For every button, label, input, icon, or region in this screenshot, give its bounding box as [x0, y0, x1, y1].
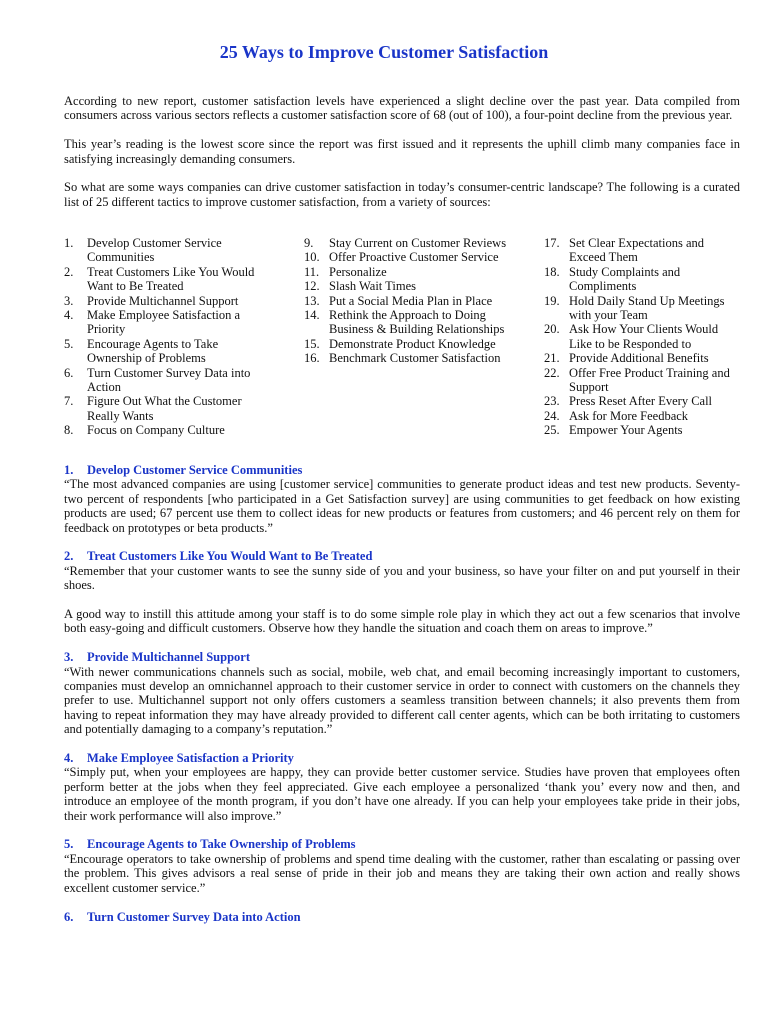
section-heading: [64, 837, 740, 851]
list-item-text: Set Clear Expectations and Exceed Them: [569, 236, 705, 265]
tactic-section: [64, 837, 740, 895]
tactic-section: [64, 751, 740, 823]
list-item: [304, 337, 529, 351]
list-item-number: 21.: [544, 351, 560, 366]
list-item-number: 5.: [64, 336, 74, 351]
tactic-sections: [64, 463, 740, 938]
list-item-number: 10.: [304, 250, 320, 265]
section-heading: [64, 751, 740, 765]
list-item-text: Make Employee Satisfaction a Priority: [87, 308, 241, 337]
list-item-number: 7.: [64, 394, 74, 409]
list-item-text: Treat Customers Like You Would Want to Be Treated: [87, 264, 255, 294]
list-item-number: 14.: [304, 308, 320, 323]
tactics-list-column-2: [304, 236, 529, 366]
list-item-text: Provide Additional Benefits: [569, 351, 709, 366]
section-heading: [64, 549, 740, 563]
list-item-text: Slash Wait Times: [329, 279, 416, 294]
list-item-number: 18.: [544, 264, 560, 279]
section-number: 6.: [64, 909, 74, 924]
list-item: [544, 294, 739, 323]
list-item-text: Turn Customer Survey Data into Action: [87, 365, 251, 395]
list-item-number: 1.: [64, 236, 74, 250]
list-item: [304, 279, 529, 293]
section-heading: [64, 650, 740, 664]
section-title: Make Employee Satisfaction a Priority: [87, 751, 294, 766]
list-item-text: Ask for More Feedback: [569, 408, 689, 423]
list-item-text: Benchmark Customer Satisfaction: [329, 351, 501, 366]
tactic-section: [64, 650, 740, 736]
list-item: [64, 423, 274, 437]
section-title: Treat Customers Like You Would Want to Be Treated: [87, 549, 373, 564]
list-item-text: Stay Current on Customer Reviews: [329, 236, 507, 250]
list-item: [64, 394, 274, 423]
intro-paragraph: According to new report, customer satisfaction levels have experienced a slight decline over the past year. Data compiled from consumers across various sectors reflects a customer satisfaction score of 68 (out of 100), a four-point decline from the previous year.: [64, 94, 740, 123]
section-paragraph: “Simply put, when your employees are happy, they can provide better customer service. Studies have proven that employees often perform better at the jobs when they feel appreciated. Give each employee a personalized ‘thank you’ every now and then, and introduce an employee of the month program, if you don’t have one already. If you can help your employees take pride in their jobs, their work performance will also improve.”: [64, 765, 740, 823]
section-paragraph: “With newer communications channels such as social, mobile, web chat, and email becoming increasingly important to customers, companies must develop an omnichannel approach to their customer service in order to connect with customers on the channels they prefer to use. Multichannel support not only offers customers a seamless transition between channels; it also prevents them from having to repeat information they may have already provided to different call center agents, which can be both irritating to customers and potentially damaging to a company’s reputation.”: [64, 664, 740, 737]
list-item: [304, 250, 529, 264]
section-paragraph: A good way to instill this attitude among your staff is to do some simple role play in which they act out a few scenarios that involve both easy-going and difficult customers. Observe how they handle the situation and coach them on areas to improve.”: [64, 607, 740, 636]
list-item: [544, 409, 739, 423]
intro-section: [64, 94, 740, 224]
list-item: [544, 423, 739, 437]
list-item-text: Demonstrate Product Knowledge: [329, 336, 496, 351]
list-item: [544, 236, 739, 265]
list-item: [304, 351, 529, 365]
tactics-list-column-3: [544, 236, 739, 438]
section-title: Provide Multichannel Support: [87, 650, 250, 665]
intro-paragraph: So what are some ways companies can drive customer satisfaction in today’s consumer-centric landscape? The following is a curated list of 25 different tactics to improve customer satisfaction, from a variety of sources:: [64, 180, 740, 209]
section-paragraph: “Encourage operators to take ownership of problems and spend time dealing with the customer, rather than escalating or passing over the problem. This gives advisors a real sense of pride in their job and means they are taking their own action and really shows excellent customer service.”: [64, 851, 740, 895]
list-item-number: 15.: [304, 336, 320, 351]
list-item-number: 13.: [304, 293, 320, 308]
list-item: [304, 294, 529, 308]
list-item-number: 16.: [304, 351, 320, 366]
list-item: [64, 337, 274, 366]
tactic-section: [64, 549, 740, 635]
list-item-number: 19.: [544, 293, 560, 308]
list-item-number: 17.: [544, 236, 560, 250]
list-item-number: 9.: [304, 236, 314, 250]
list-item-text: Study Complaints and Compliments: [569, 264, 681, 294]
section-number: 2.: [64, 549, 74, 564]
list-item: [304, 236, 529, 250]
list-item: [64, 366, 274, 395]
list-item: [544, 351, 739, 365]
list-item-text: Offer Proactive Customer Service: [329, 250, 499, 265]
list-item-text: Empower Your Agents: [569, 423, 683, 438]
section-heading: [64, 910, 740, 924]
list-item-number: 23.: [544, 394, 560, 409]
list-item-number: 25.: [544, 423, 560, 438]
list-item-number: 22.: [544, 365, 560, 380]
section-title: Turn Customer Survey Data into Action: [87, 909, 301, 924]
list-item-number: 2.: [64, 264, 74, 279]
list-item-number: 3.: [64, 293, 74, 308]
list-item-number: 4.: [64, 308, 74, 323]
list-item-text: Develop Customer Service Communities: [87, 236, 222, 265]
section-title: Encourage Agents to Take Ownership of Problems: [87, 837, 356, 852]
section-heading: [64, 463, 740, 477]
list-item-text: Ask How Your Clients Would Like to be Responded to: [569, 322, 719, 351]
page-title: 25 Ways to Improve Customer Satisfaction: [219, 42, 549, 62]
list-item: [544, 366, 739, 395]
list-item-text: Hold Daily Stand Up Meetings with your Team: [569, 293, 725, 323]
list-item-number: 24.: [544, 408, 560, 423]
list-item-number: 11.: [304, 264, 320, 279]
list-item: [304, 265, 529, 279]
intro-paragraph: This year’s reading is the lowest score since the report was first issued and it represents the uphill climb many companies face in satisfying increasingly demanding consumers.: [64, 137, 740, 166]
section-number: 5.: [64, 837, 74, 852]
list-item-number: 20.: [544, 322, 560, 337]
list-item: [64, 308, 274, 337]
section-paragraph: “The most advanced companies are using [customer service] communities to generate product ideas and test new products. Seventy-two percent of respondents [who participated in a Get Satisfaction survey] are using communities to get feedback on how existing products are used; 67 percent use them to collect ideas for new products or features from customers; and 46 percent rely on them for feedback on prototypes or beta products.”: [64, 477, 740, 535]
list-item-text: Encourage Agents to Take Ownership of Problems: [87, 336, 219, 366]
list-item: [64, 265, 274, 294]
list-item: [544, 265, 739, 294]
tactic-section: [64, 910, 740, 924]
list-item-number: 12.: [304, 279, 320, 294]
list-item-text: Put a Social Media Plan in Place: [329, 293, 493, 308]
list-item: [64, 236, 274, 265]
tactics-list-column-1: [64, 236, 274, 438]
section-paragraph: “Remember that your customer wants to see the sunny side of you and your business, so have your filter on and put yourself in their shoes.: [64, 563, 740, 593]
list-item-text: Rethink the Approach to Doing Business & Building Relationships: [329, 308, 505, 337]
list-item: [304, 308, 529, 337]
list-item-text: Offer Free Product Training and Support: [569, 365, 730, 395]
list-item: [544, 322, 739, 351]
tactic-section: [64, 463, 740, 535]
section-title: Develop Customer Service Communities: [87, 463, 303, 477]
list-item-text: Figure Out What the Customer Really Wants: [87, 394, 242, 423]
list-item-text: Press Reset After Every Call: [569, 394, 713, 409]
list-item-text: Focus on Company Culture: [87, 423, 225, 438]
list-item-text: Provide Multichannel Support: [87, 293, 239, 308]
list-item: [544, 394, 739, 408]
list-item-number: 6.: [64, 365, 74, 380]
section-number: 3.: [64, 650, 74, 665]
list-item-number: 8.: [64, 423, 74, 438]
section-number: 1.: [64, 463, 74, 477]
section-number: 4.: [64, 751, 74, 766]
list-item-text: Personalize: [329, 264, 387, 279]
list-item: [64, 294, 274, 308]
